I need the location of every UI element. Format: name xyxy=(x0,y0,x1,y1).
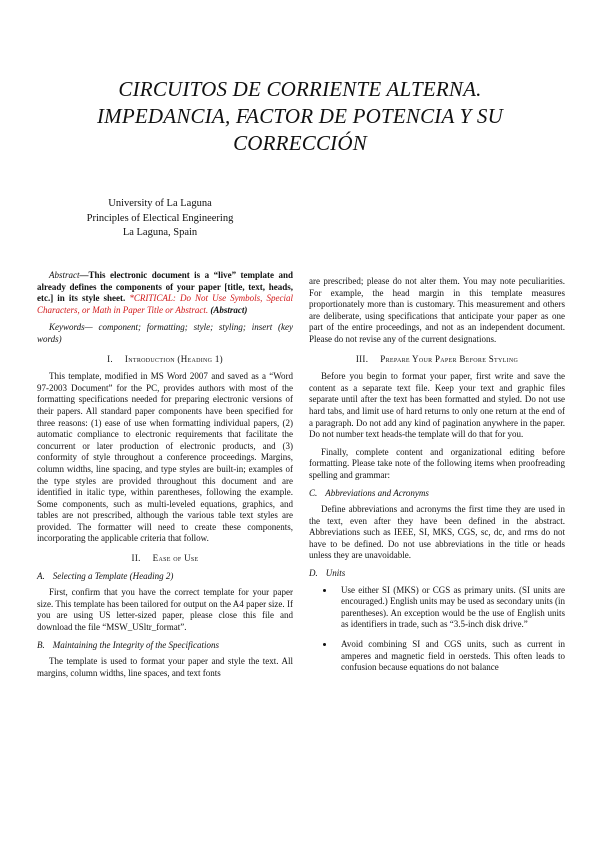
subsection-heading-integrity xyxy=(37,640,293,652)
paragraph-integrity: The template is used to format your paper and style the text. All margins, column widths, line spaces, and text fonts xyxy=(37,656,293,678)
abstract-suffix: (Abstract) xyxy=(210,304,248,315)
abstract-body: This electronic document is a “live” template and already defines the components of your paper [title, text, heads, etc.] in its style sheet. xyxy=(37,270,293,304)
subsection-number: A. xyxy=(37,570,45,581)
paper-title xyxy=(40,76,560,157)
affiliation-location: La Laguna, Spain xyxy=(122,227,198,238)
keywords-label: Keywords xyxy=(49,322,85,333)
paragraph-integrity-continued: are prescribed; please do not alter them. You may note peculiarities. For example, the head margin in this template measures proportionately more than is customary. This measurement and others are deliberate, using specifications that anticipate your paper as one part of the entire proceedings, and not as an independent document. Please do not revise any of the current designations. xyxy=(309,276,565,344)
title-line-2: IMPEDANCIA, FACTOR DE POTENCIA Y SU xyxy=(96,104,503,128)
section-title: Prepare Your Paper Before Styling xyxy=(380,353,519,364)
abstract-label: Abstract xyxy=(49,270,80,280)
paragraph-abbreviations: Define abbreviations and acronyms the first time they are used in the text, even after they have been defined in the abstract. Abbreviations such as IEEE, SI, MKS, CGS, sc, dc, and rms do not have to be defined. Do not use abbreviations in the title or heads unless they are unavoidable. xyxy=(309,504,565,561)
section-title: Ease of Use xyxy=(152,553,199,564)
section-number: I. xyxy=(107,353,113,364)
section-number: II. xyxy=(131,553,141,564)
section-heading-prepare-paper xyxy=(309,354,565,366)
list-item: • Avoid combining SI and CGS units, such as current in amperes and magnetic field in oersteds. This often leads to confusion because equations do not balance xyxy=(335,639,565,674)
paragraph-prepare-2: Finally, complete content and organizational editing before formatting. Please take note of the following items when proofreading spelling and grammar: xyxy=(309,446,565,480)
title-line-1: CIRCUITOS DE CORRIENTE ALTERNA. xyxy=(118,77,482,101)
subsection-heading-abbreviations xyxy=(309,488,565,500)
author-affiliation xyxy=(60,197,260,241)
subsection-number: D. xyxy=(309,568,318,579)
section-heading-introduction xyxy=(37,354,293,366)
paragraph-introduction: This template, modified in MS Word 2007 and saved as a “Word 97-2003 Document” for the PC, provides authors with most of the formatting specifications needed for preparing electronic versions of their papers. All standard paper components have been specified for three reasons: (1) ease of use when formatting individual papers, (2) automatic compliance to electronic requirements that facilitate the concurrent or later production of electronic products, and (3) conformity of style throughout a conference proceedings. Margins, column widths, line spacing, and type styles are built-in; examples of the type styles are provided throughout this document and are identified in italic type, within parentheses, following the example. Some components, such as multi-leveled equations, graphics, and tables are not prescribed, although the various table text styles are provided. The formatter will need to create these components, incorporating the applicable criteria that follow. xyxy=(37,371,293,544)
subsection-number: C. xyxy=(309,487,318,498)
section-title: Introduction (Heading 1) xyxy=(124,353,223,364)
abstract-dash: — xyxy=(79,270,89,280)
title-line-3: CORRECCIÓN xyxy=(233,131,367,155)
affiliation-university: University of La Laguna xyxy=(108,198,212,209)
subsection-title: Maintaining the Integrity of the Specifications xyxy=(52,639,219,650)
subsection-title: Units xyxy=(325,568,346,579)
keywords xyxy=(37,322,293,345)
subsection-heading-selecting-template xyxy=(37,571,293,583)
keywords-text: — component; formatting; style; styling; insert (key words) xyxy=(37,322,293,344)
right-column xyxy=(309,276,565,682)
subsection-title: Selecting a Template (Heading 2) xyxy=(52,570,174,581)
left-column xyxy=(37,270,293,685)
units-list xyxy=(309,585,565,674)
abstract-critical-note: *CRITICAL: Do Not Use Symbols, Special Characters, or Math in Paper Title or Abstract. xyxy=(37,293,293,315)
subsection-heading-units xyxy=(309,568,565,580)
list-item: • Use either SI (MKS) or CGS as primary units. (SI units are encouraged.) English units may be used as secondary units (in parentheses). An exception would be the use of English units as identifiers in trade, such as “3.5-inch disk drive.” xyxy=(335,585,565,631)
subsection-number: B. xyxy=(37,639,45,650)
subsection-title: Abbreviations and Acronyms xyxy=(325,487,429,498)
paragraph-selecting-template: First, confirm that you have the correct template for your paper size. This template has been tailored for output on the A4 paper size. If you are using US letter-sized paper, please close this file and download the file “MSW_USltr_format”. xyxy=(37,587,293,633)
section-number: III. xyxy=(355,353,369,364)
abstract xyxy=(37,270,293,316)
paragraph-prepare-1: Before you begin to format your paper, first write and save the content as a separate text file. Keep your text and graphic files separate until after the text has been formatted and styled. Do not use hard tabs, and limit use of hard returns to only one return at the end of a paragraph. Do not add any kind of pagination anywhere in the paper. Do not number text heads-the template will do that for you. xyxy=(309,371,565,440)
affiliation-department: Principles of Electical Engineering xyxy=(86,212,234,224)
section-heading-ease-of-use xyxy=(37,553,293,565)
